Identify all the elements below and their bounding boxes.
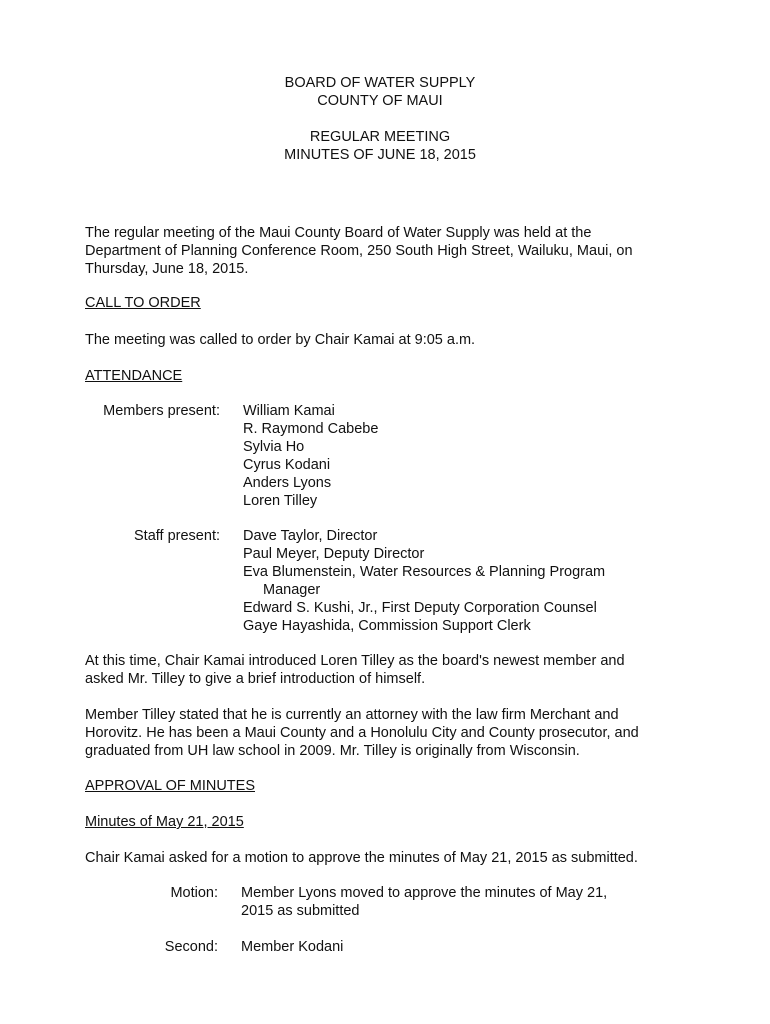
list-item: Edward S. Kushi, Jr., First Deputy Corporation Counsel bbox=[243, 600, 597, 616]
list-item: William Kamai bbox=[243, 403, 335, 419]
county-name: COUNTY OF MAUI bbox=[317, 93, 443, 109]
staff-list bbox=[243, 527, 605, 635]
call-to-order-text: The meeting was called to order by Chair Kamai at 9:05 a.m. bbox=[85, 332, 476, 348]
members-list bbox=[243, 402, 378, 510]
approval-text: Chair Kamai asked for a motion to approve the minutes of May 21, 2015 as submitted. bbox=[85, 850, 638, 866]
list-item: Gaye Hayashida, Commission Support Clerk bbox=[243, 618, 531, 634]
attendance-heading: ATTENDANCE bbox=[85, 368, 183, 384]
staff-present-label: Staff present: bbox=[134, 528, 220, 544]
list-item: Manager bbox=[263, 582, 321, 598]
list-item: Dave Taylor, Director bbox=[243, 528, 378, 544]
tilley-paragraph: Member Tilley stated that he is currently an attorney with the law firm Merchant and Horovitz. He has been a Maui County and a Honolulu City and County prosecutor, and graduated from UH law school in 2009. Mr. Tilley is originally from Wisconsin. bbox=[85, 707, 639, 759]
motion-text: Member Lyons moved to approve the minutes of May 21, 2015 as submitted bbox=[241, 885, 608, 919]
list-item: Eva Blumenstein, Water Resources & Planning Program bbox=[243, 564, 606, 580]
intro-paragraph: The regular meeting of the Maui County Board of Water Supply was held at the Department of Planning Conference Room, 250 South High Street, Wailuku, Maui, on Thursday, June 18, 2015. bbox=[85, 225, 633, 277]
list-item: Paul Meyer, Deputy Director bbox=[243, 546, 425, 562]
list-item: R. Raymond Cabebe bbox=[243, 421, 379, 437]
minutes-date-subheading: Minutes of May 21, 2015 bbox=[85, 814, 244, 830]
list-item: Anders Lyons bbox=[243, 475, 332, 491]
approval-heading: APPROVAL OF MINUTES bbox=[85, 778, 255, 794]
call-to-order-heading: CALL TO ORDER bbox=[85, 295, 201, 311]
meeting-type: REGULAR MEETING bbox=[309, 129, 451, 145]
list-item: Sylvia Ho bbox=[243, 439, 305, 455]
motion-label: Motion: bbox=[170, 885, 218, 901]
members-present-label: Members present: bbox=[103, 403, 220, 419]
second-text: Member Kodani bbox=[241, 939, 344, 955]
introduction-paragraph: At this time, Chair Kamai introduced Loren Tilley as the board's newest member and asked Mr. Tilley to give a brief introduction of himself. bbox=[85, 653, 625, 687]
board-name: BOARD OF WATER SUPPLY bbox=[284, 75, 476, 91]
second-label: Second: bbox=[164, 939, 218, 955]
minutes-date: MINUTES OF JUNE 18, 2015 bbox=[284, 147, 476, 163]
list-item: Loren Tilley bbox=[243, 493, 318, 509]
document-header bbox=[0, 74, 760, 164]
list-item: Cyrus Kodani bbox=[243, 457, 331, 473]
